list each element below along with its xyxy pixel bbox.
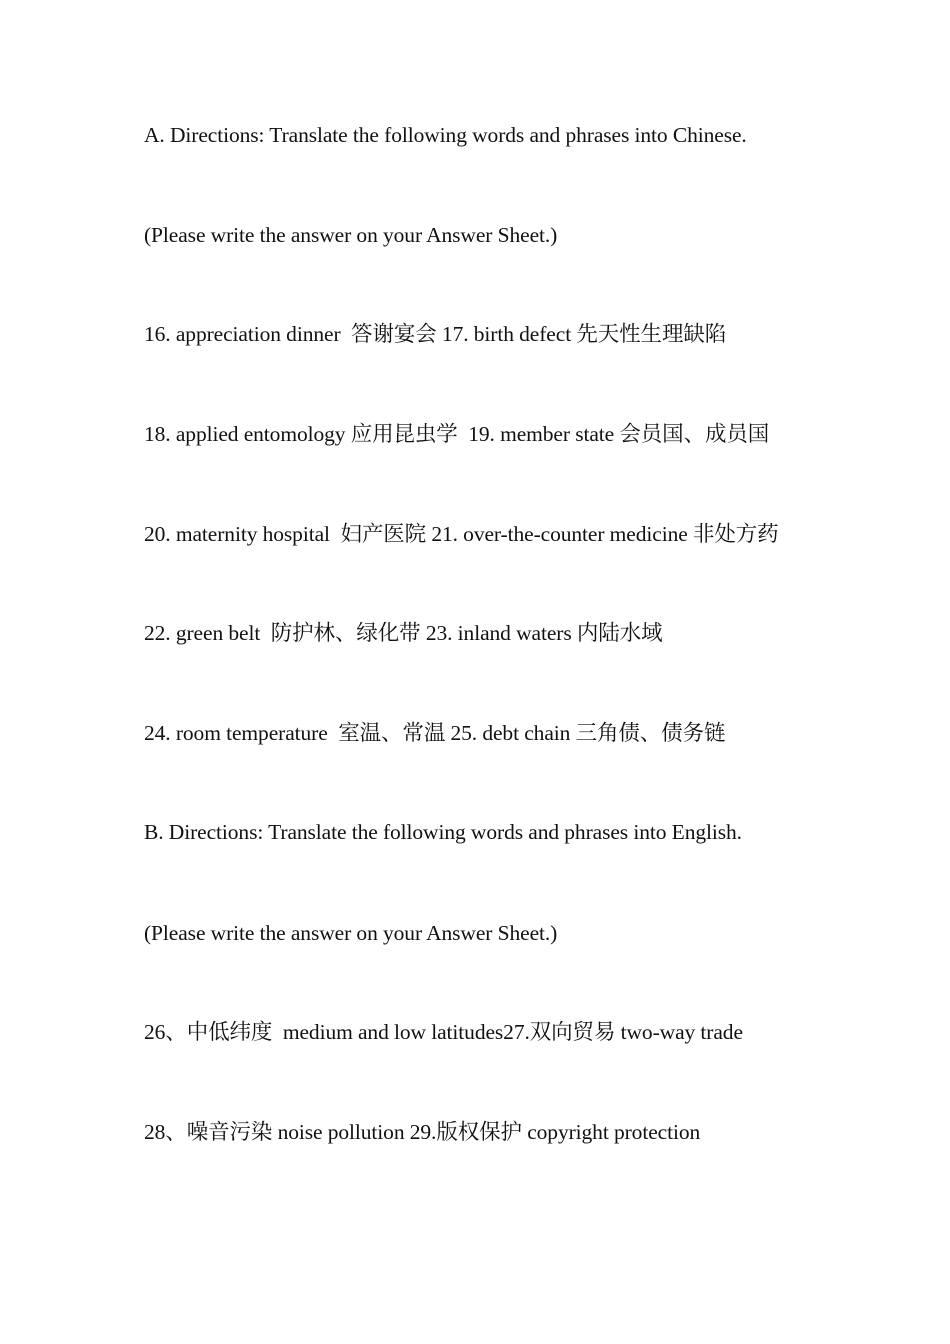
section-b-directions: B. Directions: Translate the following words and phrases into English. [144,820,742,844]
section-a-item-line: 18. applied entomology 应用昆虫学 19. member state 会员国、成员国 [144,422,770,446]
section-a-item-line: 16. appreciation dinner 答谢宴会 17. birth defect 先天性生理缺陷 [144,322,727,346]
section-a-item-line: 22. green belt 防护林、绿化带 23. inland waters 内陆水域 [144,621,663,645]
section-a-item-line: 20. maternity hospital 妇产医院 21. over-the-counter medicine 非处方药 [144,522,779,546]
section-b-item-line: 26、中低纬度 medium and low latitudes27.双向贸易 two-way trade [144,1020,743,1044]
section-a-item-line: 24. room temperature 室温、常温 25. debt chain 三角债、债务链 [144,721,726,745]
section-a-note: (Please write the answer on your Answer Sheet.) [144,223,558,247]
section-a-directions: A. Directions: Translate the following words and phrases into Chinese. [144,123,747,147]
section-b-item-line: 28、噪音污染 noise pollution 29.版权保护 copyright protection [144,1120,701,1144]
section-b-note: (Please write the answer on your Answer Sheet.) [144,921,558,945]
